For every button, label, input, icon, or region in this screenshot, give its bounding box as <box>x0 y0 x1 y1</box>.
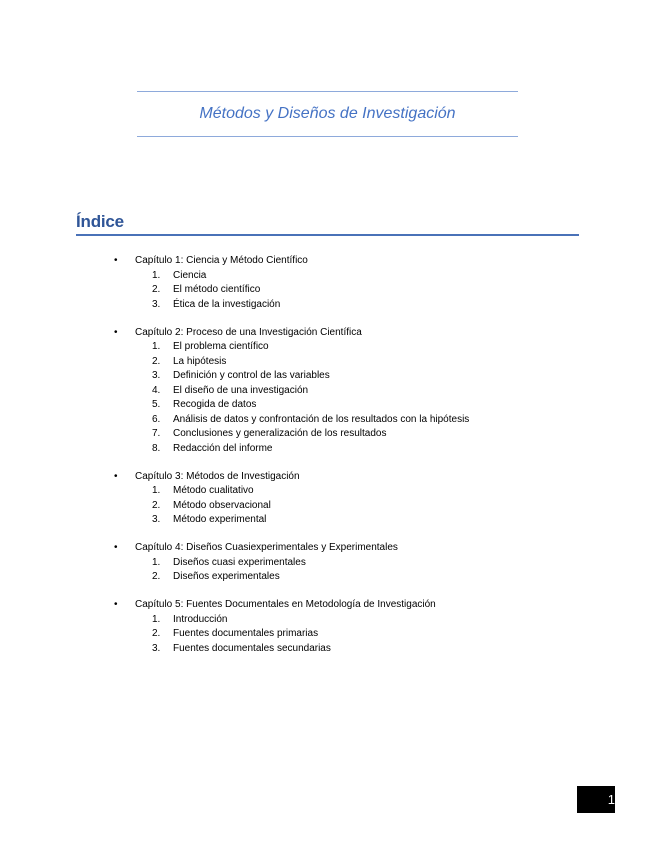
toc-chapter <box>0 470 655 528</box>
toc-chapter <box>0 254 655 312</box>
chapter-title: Capítulo 3: Métodos de Investigación <box>135 470 300 482</box>
section-number: 6. <box>152 413 161 425</box>
chapter-title: Capítulo 2: Proceso de una Investigación Científica <box>135 326 362 338</box>
section-entry <box>0 484 655 499</box>
bullet-icon: • <box>114 542 118 553</box>
index-heading: Índice <box>76 210 579 236</box>
page-number-box <box>577 786 615 813</box>
section-number: 1. <box>152 613 161 625</box>
section-title: Método observacional <box>173 499 271 511</box>
section-number: 1. <box>152 341 161 352</box>
section-number: 3. <box>152 370 161 381</box>
section-number: 4. <box>152 384 161 396</box>
section-title: Método cualitativo <box>173 485 254 496</box>
bullet-icon: • <box>114 599 118 610</box>
section-number: 7. <box>152 428 161 439</box>
section-title: Fuentes documentales primarias <box>173 628 319 639</box>
section-entry <box>0 513 655 528</box>
section-title: Ciencia <box>173 269 207 281</box>
chapter-entry <box>0 254 655 269</box>
toc-chapter <box>0 326 655 457</box>
chapter-entry <box>0 470 655 485</box>
title-block <box>137 91 518 137</box>
table-of-contents <box>0 254 655 670</box>
section-entry <box>0 283 655 298</box>
toc-chapter <box>0 541 655 585</box>
section-title: Recogida de datos <box>173 399 257 410</box>
section-entry <box>0 413 655 428</box>
section-title: Introducción <box>173 613 228 625</box>
bullet-icon: • <box>114 470 118 482</box>
section-entry <box>0 613 655 628</box>
section-entry <box>0 298 655 313</box>
section-entry <box>0 269 655 284</box>
section-list <box>0 269 655 313</box>
section-entry <box>0 642 655 657</box>
section-entry <box>0 627 655 642</box>
section-entry <box>0 384 655 399</box>
document-title: Métodos y Diseños de Investigación <box>199 105 456 122</box>
section-number: 1. <box>152 269 161 281</box>
chapter-entry <box>0 541 655 556</box>
section-title: El método científico <box>173 284 261 295</box>
section-number: 5. <box>152 399 161 410</box>
section-entry <box>0 442 655 457</box>
section-number: 2. <box>152 499 161 511</box>
section-title: Definición y control de las variables <box>173 370 330 381</box>
bullet-icon: • <box>114 255 118 266</box>
section-entry <box>0 570 655 585</box>
section-title: La hipótesis <box>173 355 227 367</box>
section-list <box>0 556 655 585</box>
section-list <box>0 484 655 528</box>
section-entry <box>0 499 655 514</box>
section-title: Método experimental <box>173 514 267 525</box>
section-entry <box>0 427 655 442</box>
chapter-title: Capítulo 5: Fuentes Documentales en Metodología de Investigación <box>135 599 436 610</box>
section-list <box>0 340 655 456</box>
section-number: 2. <box>152 571 161 582</box>
section-entry <box>0 556 655 571</box>
chapter-entry <box>0 598 655 613</box>
section-list <box>0 613 655 657</box>
section-title: El diseño de una investigación <box>173 384 309 396</box>
section-entry <box>0 355 655 370</box>
section-number: 1. <box>152 556 161 568</box>
section-title: Diseños experimentales <box>173 571 280 582</box>
section-number: 1. <box>152 485 161 496</box>
toc-chapter <box>0 598 655 656</box>
section-entry <box>0 398 655 413</box>
chapter-title: Capítulo 1: Ciencia y Método Científico <box>135 255 308 266</box>
section-number: 2. <box>152 355 161 367</box>
section-number: 2. <box>152 284 161 295</box>
section-title: Conclusiones y generalización de los resultados <box>173 428 387 439</box>
section-number: 3. <box>152 298 161 310</box>
section-title: Diseños cuasi experimentales <box>173 556 306 568</box>
section-title: Fuentes documentales secundarias <box>173 642 331 654</box>
section-number: 3. <box>152 514 161 525</box>
page-number: 1 <box>607 792 615 807</box>
bullet-icon: • <box>114 326 118 338</box>
section-entry <box>0 369 655 384</box>
section-title: El problema científico <box>173 341 269 352</box>
section-title: Análisis de datos y confrontación de los resultados con la hipótesis <box>173 413 470 425</box>
section-title: Redacción del informe <box>173 442 273 454</box>
section-entry <box>0 340 655 355</box>
section-title: Ética de la investigación <box>173 298 281 310</box>
section-number: 8. <box>152 442 161 454</box>
chapter-entry <box>0 326 655 341</box>
chapter-title: Capítulo 4: Diseños Cuasiexperimentales y Experimentales <box>135 542 398 553</box>
section-number: 2. <box>152 628 161 639</box>
section-number: 3. <box>152 642 161 654</box>
